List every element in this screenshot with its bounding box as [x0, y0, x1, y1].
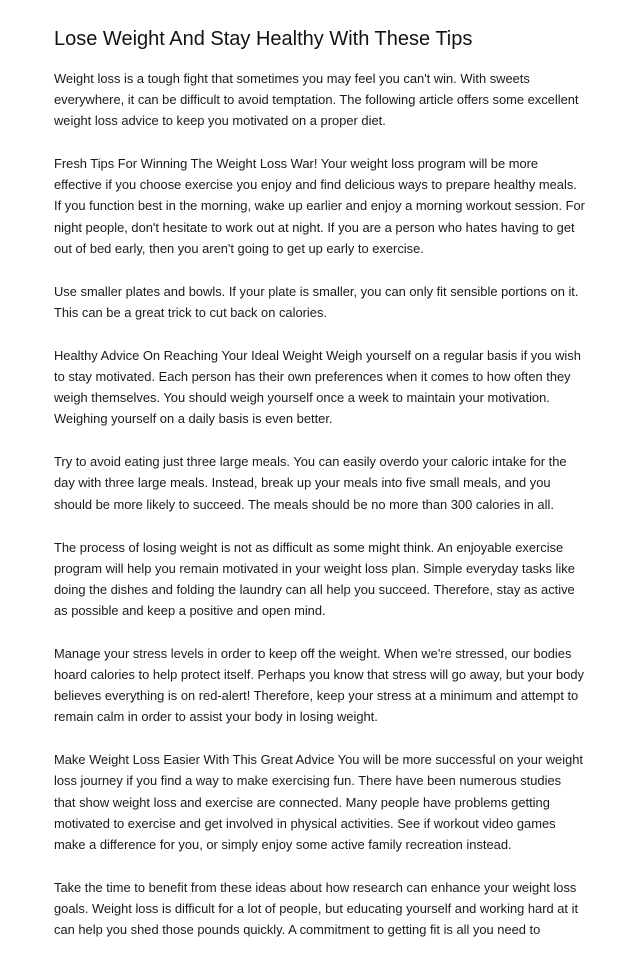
paragraph — [54, 643, 591, 727]
paragraph-line: should be more likely to succeed. The meals should be no more than 300 calories in all. — [54, 496, 554, 512]
paragraph-line: out of bed early, then you aren't going to get up early to exercise. — [54, 240, 424, 256]
paragraph-line: day with three large meals. Instead, break up your meals into five small meals, and you — [54, 475, 551, 491]
paragraph-line: hoard calories to help protect itself. Perhaps you know that stress will go away, but your body — [54, 667, 584, 683]
paragraph — [54, 451, 591, 514]
paragraph-line: motivated to exercise and get involved in physical activities. See if workout video games — [54, 815, 556, 831]
paragraph-line: Use smaller plates and bowls. If your plate is smaller, you can only fit sensible portions on it. — [54, 283, 579, 299]
paragraph — [54, 345, 591, 429]
paragraph-line: effective if you choose exercise you enjoy and find delicious ways to prepare healthy meals. — [54, 177, 577, 193]
paragraph — [54, 153, 591, 258]
paragraph-line: everywhere, it can be difficult to avoid temptation. The following article offers some excellent — [54, 92, 579, 108]
paragraph-line: The process of losing weight is not as difficult as some might think. An enjoyable exercise — [54, 539, 564, 555]
paragraph-line: program will help you remain motivated in your weight loss plan. Simple everyday tasks like — [54, 560, 575, 576]
paragraph-line: weigh themselves. You should weigh yourself once a week to maintain your motivation. — [54, 390, 550, 406]
paragraph — [54, 281, 591, 323]
paragraph — [54, 877, 591, 940]
paragraph-line: to stay motivated. Each person has their own preferences when it comes to how often they — [54, 369, 571, 385]
paragraph-line: weight loss advice to keep you motivated on a proper diet. — [54, 113, 386, 129]
document-title: Lose Weight And Stay Healthy With These Tips — [54, 28, 473, 50]
paragraph-line: as possible and keep a positive and open mind. — [54, 602, 326, 618]
paragraph-line: can help you shed those pounds quickly. A commitment to getting fit is all you need to — [54, 922, 541, 937]
paragraph-line: Take the time to benefit from these ideas about how research can enhance your weight loss — [54, 879, 577, 895]
paragraph-line: doing the dishes and folding the laundry can all help you succeed. Therefore, stay as active — [54, 581, 575, 597]
paragraph-line: This can be a great trick to cut back on calories. — [54, 304, 327, 320]
paragraph-line: remain calm in order to assist your body in losing weight. — [54, 709, 378, 725]
paragraph — [54, 749, 591, 854]
paragraph — [54, 68, 591, 131]
paragraph-line: Healthy Advice On Reaching Your Ideal Weight Weigh yourself on a regular basis if you wish — [54, 347, 581, 363]
paragraph-line: Manage your stress levels in order to keep off the weight. When we're stressed, our bodies — [54, 645, 572, 661]
paragraph-line: that show weight loss and exercise are connected. Many people have problems getting — [54, 794, 550, 810]
paragraph-line: make a difference for you, or simply enjoy some active family recreation instead. — [54, 836, 512, 852]
paragraph-line: Fresh Tips For Winning The Weight Loss War! Your weight loss program will be more — [54, 156, 539, 172]
document-body — [54, 68, 591, 962]
paragraph-line: If you function best in the morning, wake up earlier and enjoy a morning workout session. For — [54, 198, 585, 214]
paragraph-line: night people, don't hesitate to work out at night. If you are a person who hates having to get — [54, 219, 575, 235]
paragraph-line: Weighing yourself on a daily basis is even better. — [54, 411, 333, 427]
paragraph-line: believes everything is on red-alert! Therefore, keep your stress at a minimum and attempt to — [54, 688, 579, 704]
paragraph-line: Make Weight Loss Easier With This Great Advice You will be more successful on your weight — [54, 752, 583, 768]
paragraph-line: goals. Weight loss is difficult for a lot of people, but educating yourself and working hard at it — [54, 900, 579, 916]
paragraph-line: Weight loss is a tough fight that sometimes you may feel you can't win. With sweets — [54, 71, 530, 86]
paragraph-line: loss journey if you find a way to make exercising fun. There have been numerous studies — [54, 773, 562, 789]
paragraph-line: Try to avoid eating just three large meals. You can easily overdo your caloric intake for the — [54, 454, 567, 470]
paragraph — [54, 537, 591, 621]
